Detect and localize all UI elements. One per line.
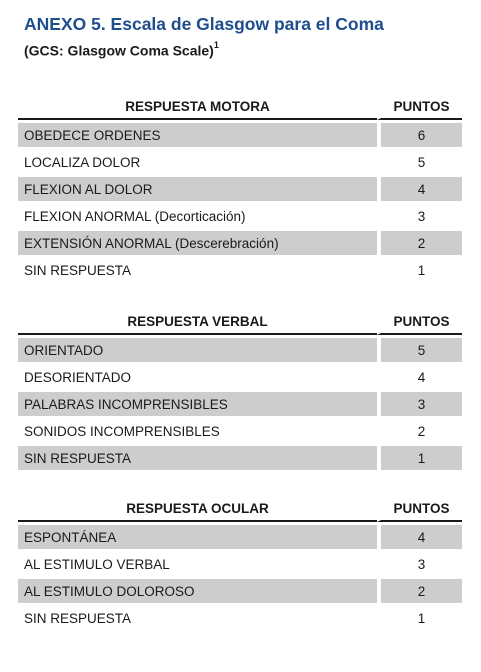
row-points: 2 xyxy=(377,231,462,255)
ocular-response-table xyxy=(18,493,462,633)
row-label: LOCALIZA DOLOR xyxy=(18,150,377,174)
row-points: 6 xyxy=(377,123,462,147)
table-row xyxy=(18,446,462,470)
table-row xyxy=(18,419,462,443)
row-points: 4 xyxy=(377,365,462,389)
table-row xyxy=(18,258,462,282)
row-points: 5 xyxy=(377,338,462,362)
verbal-points-header: PUNTOS xyxy=(377,309,462,335)
table-row xyxy=(18,150,462,174)
row-label: AL ESTIMULO DOLOROSO xyxy=(18,579,377,603)
row-points: 4 xyxy=(377,177,462,201)
row-points: 2 xyxy=(377,419,462,443)
motor-points-header: PUNTOS xyxy=(377,94,462,120)
row-label: ORIENTADO xyxy=(18,338,377,362)
row-label: SONIDOS INCOMPRENSIBLES xyxy=(18,419,377,443)
table-row xyxy=(18,552,462,576)
table-row xyxy=(18,123,462,147)
row-label: SIN RESPUESTA xyxy=(18,258,377,282)
row-label: ESPONTÁNEA xyxy=(18,525,377,549)
table-row xyxy=(18,177,462,201)
table-row xyxy=(18,231,462,255)
table-row xyxy=(18,606,462,630)
row-points: 2 xyxy=(377,579,462,603)
row-label: AL ESTIMULO VERBAL xyxy=(18,552,377,576)
row-points: 4 xyxy=(377,525,462,549)
row-points: 3 xyxy=(377,552,462,576)
table-row xyxy=(18,365,462,389)
row-label: EXTENSIÓN ANORMAL (Descerebración) xyxy=(18,231,377,255)
row-points: 1 xyxy=(377,258,462,282)
motor-response-table xyxy=(18,91,462,285)
table-row xyxy=(18,204,462,228)
row-label: DESORIENTADO xyxy=(18,365,377,389)
row-points: 5 xyxy=(377,150,462,174)
row-points: 3 xyxy=(377,204,462,228)
subtitle-text: (GCS: Glasgow Coma Scale) xyxy=(24,42,214,59)
row-label: PALABRAS INCOMPRENSIBLES xyxy=(18,392,377,416)
footnote-marker: 1 xyxy=(213,40,219,50)
row-points: 3 xyxy=(377,392,462,416)
row-label: SIN RESPUESTA xyxy=(18,606,377,630)
verbal-response-table xyxy=(18,306,462,473)
table-row xyxy=(18,392,462,416)
table-row xyxy=(18,579,462,603)
verbal-header: RESPUESTA VERBAL xyxy=(18,309,377,335)
row-label: FLEXION AL DOLOR xyxy=(18,177,377,201)
ocular-header: RESPUESTA OCULAR xyxy=(18,496,377,522)
table-row xyxy=(18,525,462,549)
row-points: 1 xyxy=(377,446,462,470)
motor-header: RESPUESTA MOTORA xyxy=(18,94,377,120)
row-points: 1 xyxy=(377,606,462,630)
ocular-points-header: PUNTOS xyxy=(377,496,462,522)
row-label: OBEDECE ORDENES xyxy=(18,123,377,147)
page-subtitle xyxy=(24,42,219,59)
table-row xyxy=(18,338,462,362)
page-title: ANEXO 5. Escala de Glasgow para el Coma xyxy=(24,14,384,34)
row-label: SIN RESPUESTA xyxy=(18,446,377,470)
row-label: FLEXION ANORMAL (Decorticación) xyxy=(18,204,377,228)
